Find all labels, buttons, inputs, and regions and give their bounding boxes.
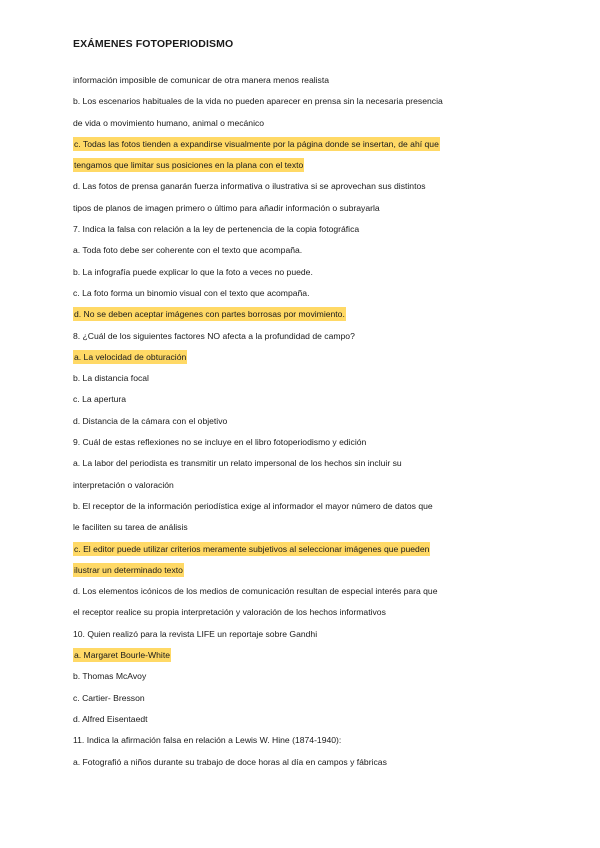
line-text: a. Fotografió a niños durante su trabajo de doce horas al día en campos y fábricas: [73, 756, 387, 767]
line-text: 11. Indica la afirmación falsa en relación a Lewis W. Hine (1874-1940):: [73, 735, 342, 746]
text-line: [73, 70, 533, 91]
text-line: [73, 688, 533, 709]
line-text: c. La apertura: [73, 394, 127, 405]
line-text: c. Todas las fotos tienden a expandirse visualmente por la página donde se insertan, de ahí que: [74, 138, 439, 149]
line-text: c. Cartier- Bresson: [73, 692, 145, 703]
line-text: c. El editor puede utilizar criterios meramente subjetivos al seleccionar imágenes que pueden: [74, 543, 430, 554]
line-text: tengamos que limitar sus posiciones en la plana con el texto: [74, 160, 304, 171]
line-text: d. No se deben aceptar imágenes con partes borrosas por movimiento.: [74, 309, 345, 320]
line-text: a. La labor del periodista es transmitir un relato impersonal de los hechos sin incluir su: [73, 458, 402, 469]
document-body: [73, 70, 533, 773]
text-line: [73, 517, 533, 538]
highlighted-text-line: [73, 347, 533, 368]
line-text: 8. ¿Cuál de los siguientes factores NO afecta a la profundidad de campo?: [73, 330, 355, 341]
text-line: [73, 752, 533, 773]
line-text: d. Las fotos de prensa ganarán fuerza informativa o ilustrativa si se aprovechan sus distintos: [73, 181, 426, 192]
document-title: EXÁMENES FOTOPERIODISMO: [73, 38, 234, 50]
text-line: [73, 624, 533, 645]
line-text: interpretación o valoración: [73, 479, 174, 490]
text-line: [73, 240, 533, 261]
line-text: b. Thomas McAvoy: [73, 671, 147, 682]
text-line: [73, 666, 533, 687]
line-text: el receptor realice su propia interpretación y valoración de los hechos informativos: [73, 607, 386, 618]
text-line: [73, 432, 533, 453]
line-text: 10. Quien realizó para la revista LIFE un reportaje sobre Gandhi: [73, 628, 318, 639]
line-text: a. Margaret Bourle-White: [74, 650, 170, 661]
text-line: [73, 176, 533, 197]
line-text: b. La distancia focal: [73, 373, 149, 384]
text-line: [73, 113, 533, 134]
text-line: [73, 453, 533, 474]
text-line: [73, 219, 533, 240]
text-line: [73, 389, 533, 410]
line-text: b. El receptor de la información periodística exige al informador el mayor número de datos que: [73, 500, 433, 511]
text-line: [73, 368, 533, 389]
highlighted-text-line: [73, 539, 533, 560]
text-line: [73, 602, 533, 623]
text-line: [73, 411, 533, 432]
text-line: [73, 475, 533, 496]
text-line: [73, 262, 533, 283]
text-line: [73, 91, 533, 112]
text-line: [73, 326, 533, 347]
line-text: le faciliten su tarea de análisis: [73, 522, 188, 533]
text-line: [73, 283, 533, 304]
line-text: b. Los escenarios habituales de la vida no pueden aparecer en prensa sin la necesaria presencia: [73, 96, 443, 107]
line-text: a. La velocidad de obturación: [74, 351, 187, 362]
line-text: d. Los elementos icónicos de los medios de comunicación resultan de especial interés para que: [73, 586, 438, 597]
highlighted-text-line: [73, 155, 533, 176]
highlighted-text-line: [73, 645, 533, 666]
line-text: a. Toda foto debe ser coherente con el texto que acompaña.: [73, 245, 303, 256]
text-line: [73, 581, 533, 602]
highlighted-text-line: [73, 304, 533, 325]
line-text: ilustrar un determinado texto: [74, 564, 183, 575]
text-line: [73, 496, 533, 517]
line-text: d. Alfred Eisentaedt: [73, 713, 148, 724]
line-text: de vida o movimiento humano, animal o mecánico: [73, 117, 265, 128]
text-line: [73, 709, 533, 730]
line-text: b. La infografía puede explicar lo que la foto a veces no puede.: [73, 266, 313, 277]
line-text: d. Distancia de la cámara con el objetivo: [73, 415, 228, 426]
line-text: 7. Indica la falsa con relación a la ley de pertenencia de la copia fotográfica: [73, 224, 360, 235]
highlighted-text-line: [73, 134, 533, 155]
line-text: información imposible de comunicar de otra manera menos realista: [73, 75, 330, 85]
line-text: 9. Cuál de estas reflexiones no se incluye en el libro fotoperiodismo y edición: [73, 437, 367, 448]
text-line: [73, 730, 533, 751]
line-text: tipos de planos de imagen primero o último para añadir información o subrayarla: [73, 202, 380, 213]
text-line: [73, 198, 533, 219]
line-text: c. La foto forma un binomio visual con el texto que acompaña.: [73, 287, 310, 298]
highlighted-text-line: [73, 560, 533, 581]
